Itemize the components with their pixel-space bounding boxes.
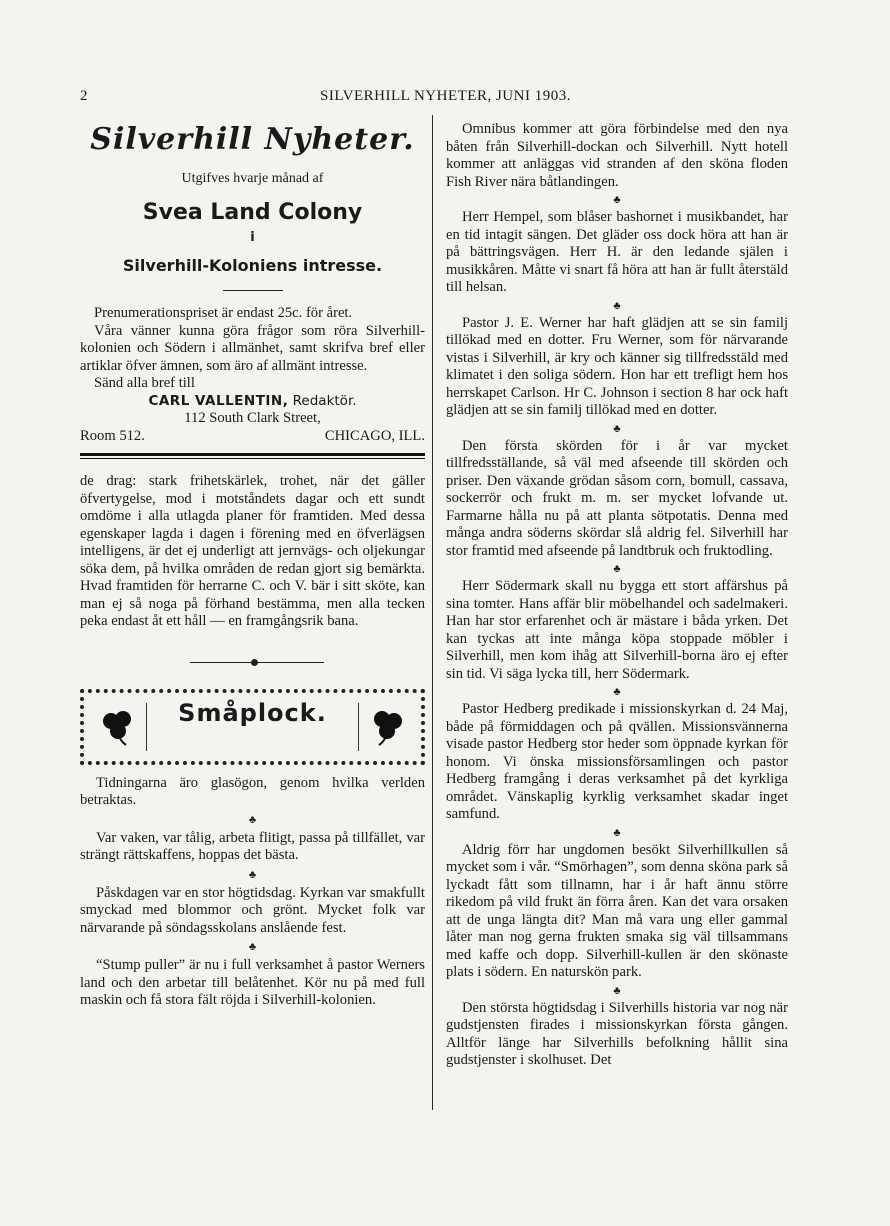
newspaper-name: Silverhill Nyheter. bbox=[90, 122, 415, 157]
issued-by-line: Utgifves hvarje månad af bbox=[181, 171, 324, 186]
clover-ornament-icon: ♣ bbox=[613, 299, 621, 312]
article-continuation bbox=[80, 473, 425, 631]
clover-right-icon bbox=[367, 707, 407, 747]
smaplock-item: Var vaken, var tålig, arbeta flitigt, passa på tillfället, var strängt rättskaffens, hoppas det bästa. bbox=[80, 829, 425, 863]
smaplock-heading: Småplock. bbox=[178, 698, 327, 727]
editor-title: Redaktör. bbox=[288, 392, 357, 409]
street-address: 112 South Clark Street, bbox=[184, 410, 321, 426]
clover-ornament-icon: ♣ bbox=[613, 194, 621, 206]
smaplock-item: Tidningarna äro glasögon, genom hvilka verlden betraktas. bbox=[80, 774, 425, 808]
clover-ornament-icon: ♣ bbox=[613, 826, 621, 839]
running-head bbox=[80, 88, 790, 108]
page-number: 2 bbox=[80, 88, 88, 104]
short-rule bbox=[223, 290, 283, 291]
clover-ornament-icon: ♣ bbox=[248, 941, 257, 953]
subscription-send-to: Sänd alla bref till bbox=[94, 375, 195, 391]
room-number: Room 512. bbox=[80, 427, 145, 444]
publisher-interest: Silverhill-Koloniens intresse. bbox=[122, 255, 383, 275]
running-title: SILVERHILL NYHETER, JUNI 1903. bbox=[320, 88, 571, 104]
masthead-thin-rule bbox=[80, 458, 425, 459]
publisher-name: Svea Land Colony bbox=[142, 199, 363, 225]
clover-ornament-icon: ♣ bbox=[613, 422, 621, 435]
editor-name: CARL VALLENTIN, bbox=[148, 392, 289, 409]
smaplock-item: “Stump puller” är nu i full verksamhet å pastor Werners land och den arbetar till belåtenhet. Kör nu på med full maskin och få stora fält röjda i Silverhill-kolonien. bbox=[80, 957, 425, 1008]
masthead bbox=[80, 118, 425, 274]
news-item: Aldrig förr har ungdomen besökt Silverhillkullen så mycket som i vår. “Smörhagen”, som denna sköna park så lyckadt fått som tillnamn, har i år haft ännu större rikedom på vild frukt än förra åren. Kan det vara orsaken att de unga längta dit? Man må vara ung eller gammal låter man nog gerna frukten smaka sig väl tillsammans med kaffe och dopp. Silverhill-kullen är den skönaste plats i södern. En naturskön park. bbox=[446, 841, 788, 980]
news-item: Den största högtidsdag i Silverhills historia var nog när gudstjensten firades i missionskyrkan första gången. Alltför länge har Silverhills befolkning hållit sina gudstjenster i skolhuset. Det bbox=[446, 999, 788, 1068]
publisher-connector: i bbox=[250, 230, 255, 245]
clover-ornament-icon: ♣ bbox=[248, 813, 257, 826]
clover-ornament-icon: ♣ bbox=[613, 686, 621, 698]
smaplock-banner bbox=[80, 689, 425, 765]
subscription-notice bbox=[80, 305, 425, 445]
divider-dot bbox=[251, 659, 258, 666]
section-divider bbox=[80, 653, 425, 673]
news-item: Herr Hempel, som blåser bashornet i musikbandet, har en tid intagit sängen. Det gläder oss dock höra att han är på bättringsvägen. Herr H. är den ledande själen i musikkåren. Måtte vi snart få höra att han är fullt återstäld till helsan. bbox=[446, 209, 788, 295]
news-item: Herr Södermark skall nu bygga ett stort affärshus på sina tomter. Hans affär blir möbelhandel och sadelmakeri. Han har stor erfarenhet och är mästare i båda yrken. Det kan tyckas att inte många köpa stoppade möbler i Silverhill, men kom ihåg att Silverhill-borna äro ej efter sin tid. Vi säga lycka till, herr Södermark. bbox=[446, 578, 788, 682]
smaplock-items bbox=[80, 775, 425, 1010]
subscription-price: Prenumerationspriset är endast 25c. för året. bbox=[94, 305, 353, 321]
news-item: Den första skörden för i år var mycket tillfredsställande, så väl med afseende till skörden och priser. Den växande grödan såsom corn, bomull, cassava, sockerrör och frukt m. m. ser mycket lofvande ut. Farmarne hålla nu på att planta sötpotatis. Denna med många andra söderns skördar slå aldrig fel. Silverhill har stor framtid med afseende på landtbruk och fruktodling. bbox=[446, 437, 788, 559]
masthead-thick-rule bbox=[80, 453, 425, 456]
editor-line bbox=[80, 393, 425, 411]
clover-ornament-icon: ♣ bbox=[613, 984, 621, 997]
column-divider bbox=[432, 115, 433, 1110]
city: CHICAGO, ILL. bbox=[324, 427, 425, 444]
news-item: Pastor Hedberg predikade i missionskyrkan d. 24 Maj, både på förmiddagen och på qvällen. Missionsvännerna visade pastor Hedberg stor heder som öppnade kyrkan för honom. Vi önska missionsförsamlingen och pastor Hedberg framgång i deras verksamhet på det kyrkliga området. Vänskaplig kyrklig verksamhet skadar inget samfund. bbox=[446, 701, 788, 822]
article-text: de drag: stark frihetskärlek, trohet, när det gäller öfvertygelse, mod i motståndets dagar och ett sundt omdöme i alla utlagda planer för framtiden. Med dessa egenskaper lagda i dagen i förening med en öfverlägsen intelligens, är det ej underligt att jernvägs- och oljekungar söka dem, på hvilka områden de redan gjort sig bemärkta. Hvad framtiden för herrarne C. och V. bär i sitt sköte, kan man ej så noga på förhand bestämma, men alla tecken peka endast åt ett håll — en framgångsrik bana. bbox=[80, 473, 425, 629]
left-column bbox=[80, 118, 425, 1010]
smaplock-item: Påskdagen var en stor högtidsdag. Kyrkan var smakfullt smyckad med blommor och grönt. Mycket folk var närvarande på söndagsskolans anslående fest. bbox=[80, 884, 425, 936]
subscription-invitation: Våra vänner kunna göra frågor som röra Silverhill-kolonien och Södern i allmänhet, samt skrifva bref eller artiklar öfver ämnen, som äro af allmänt intresse. bbox=[80, 322, 425, 374]
news-item: Pastor J. E. Werner har haft glädjen att se sin familj tillökad med en dotter. Fru Werner, som för närvarande vistas i Silverhill, är kry och känner sig tillfredsstäld med klimatet i den soliga södern. Hon har ett trefligt hem hos herrskapet Carlson. Hr C. Johnson i section 8 har ock haft glädjen att se sin familj tillökad med en dotter. bbox=[446, 314, 788, 418]
room-city-line bbox=[80, 428, 425, 446]
clover-ornament-icon: ♣ bbox=[613, 563, 621, 575]
right-column bbox=[446, 121, 788, 1070]
news-item: Omnibus kommer att göra förbindelse med den nya båten från Silverhill-dockan och Silverhill. Nytt hotell kommer att anläggas vid stranden af den sköna floden Fish River nära båtlandingen. bbox=[446, 121, 788, 190]
clover-ornament-icon: ♣ bbox=[248, 868, 257, 881]
